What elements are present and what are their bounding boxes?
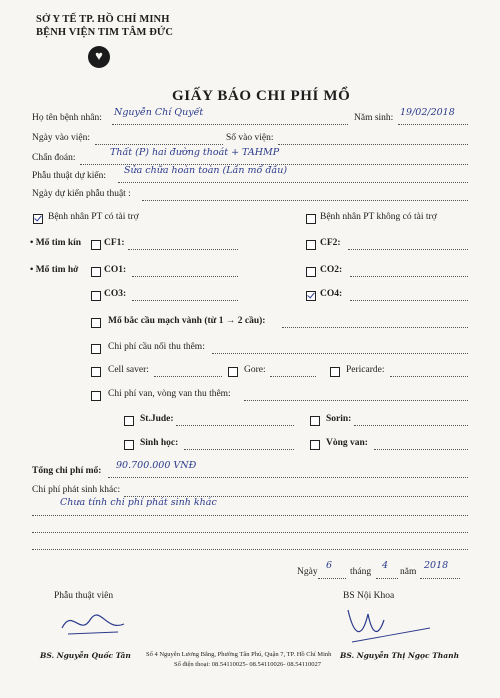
month-label: tháng (350, 567, 372, 577)
co4-line (350, 291, 468, 301)
gore-checkbox[interactable] (228, 367, 238, 377)
cell-saver-checkbox[interactable] (91, 367, 101, 377)
internist-signature-icon (344, 600, 434, 646)
gore-line (270, 367, 316, 377)
admit-no-line (278, 135, 468, 145)
cabg-arrow: → (225, 316, 236, 326)
cabg-label (108, 316, 265, 326)
cabg-text: Mổ bắc cầu mạch vành (từ 1 (108, 316, 224, 326)
internist-name: BS. Nguyễn Thị Ngọc Thanh (340, 651, 460, 660)
year-value: 2018 (424, 560, 449, 571)
surgeon-name: BS. Nguyễn Quốc Tân (40, 651, 131, 660)
graft-cost-checkbox[interactable] (91, 344, 101, 354)
admit-label: Ngày vào viện: (32, 133, 91, 143)
name-label: Họ tên bệnh nhân: (32, 113, 102, 123)
cf2-line (348, 240, 468, 250)
bio-label: Sinh học: (140, 438, 179, 448)
co2-checkbox[interactable] (306, 267, 316, 277)
cabg-end-text: 2 cầu): (237, 316, 266, 326)
closed-heart-label: • Mổ tim kín (30, 238, 82, 248)
extra-line-3 (32, 540, 468, 550)
sorin-line (354, 416, 468, 426)
surgeon-signature-icon (58, 602, 128, 642)
total-label: Tổng chi phí mổ: (32, 466, 102, 476)
year-label: năm (400, 567, 417, 577)
day-value: 6 (326, 560, 333, 571)
birth-label: Năm sinh: (354, 113, 394, 123)
co3-line (132, 291, 238, 301)
co4-checkbox[interactable] (306, 291, 316, 301)
bio-checkbox[interactable] (124, 440, 134, 450)
sponsored-label: Bệnh nhân PT có tài trợ (48, 212, 139, 222)
co2-line (350, 267, 468, 277)
cabg-checkbox[interactable] (91, 318, 101, 328)
internist-label: BS Nội Khoa (343, 591, 395, 601)
open-heart-text: Mổ tim hở (35, 265, 79, 275)
total-value: 90.700.000 VNĐ (116, 460, 197, 471)
surgery-plan-value: Sửa chữa hoàn toàn (Lần mổ đầu) (124, 165, 288, 176)
st-jude-checkbox[interactable] (124, 416, 134, 426)
not-sponsored-label: Bệnh nhân PT không có tài trợ (320, 212, 437, 222)
cell-saver-line (154, 367, 222, 377)
ring-checkbox[interactable] (310, 440, 320, 450)
sponsored-checkbox[interactable] (33, 214, 43, 224)
footer-phone: Số điện thoại: 08.54110025- 08.54110026- 08.54110027 (174, 661, 321, 668)
name-value: Nguyễn Chí Quyết (114, 107, 204, 118)
extra-line-0 (124, 487, 468, 497)
pericarde-line (390, 367, 468, 377)
co2-label: CO2: (320, 265, 343, 275)
diagnosis-label: Chẩn đoán: (32, 153, 76, 163)
admit-no-label: Số vào viện: (226, 133, 274, 143)
cabg-line (282, 318, 468, 328)
footer-address: Số 4 Nguyễn Lương Bằng, Phường Tân Phú, Quận 7, TP. Hồ Chí Minh (146, 651, 332, 658)
surgeon-label: Phẫu thuật viên (54, 591, 114, 601)
pericarde-checkbox[interactable] (330, 367, 340, 377)
pericarde-label: Pericarde: (346, 365, 385, 375)
surgery-date-label: Ngày dự kiến phẫu thuật : (32, 189, 131, 199)
cf1-checkbox[interactable] (91, 240, 101, 250)
cf1-line (128, 240, 238, 250)
valve-cost-label: Chi phí van, vòng van thu thêm: (108, 389, 231, 399)
co1-checkbox[interactable] (91, 267, 101, 277)
cell-saver-label: Cell saver: (108, 365, 149, 375)
graft-cost-label: Chi phí cầu nối thu thêm: (108, 342, 205, 352)
org-line2: BỆNH VIỆN TIM TÂM ĐỨC (36, 27, 174, 38)
day-label: Ngày (297, 567, 318, 577)
st-jude-line (176, 416, 294, 426)
valve-cost-line (244, 391, 468, 401)
extra-line-2 (32, 523, 468, 533)
co3-label: CO3: (104, 289, 127, 299)
surgery-plan-label: Phẫu thuật dự kiến: (32, 171, 107, 181)
co3-checkbox[interactable] (91, 291, 101, 301)
extra-label: Chi phí phát sinh khác: (32, 485, 121, 495)
surgery-date-line (142, 191, 468, 201)
bio-line (184, 440, 294, 450)
st-jude-label: St.Jude: (140, 414, 174, 424)
sorin-checkbox[interactable] (310, 416, 320, 426)
org-line1: SỞ Y TẾ TP. HỒ CHÍ MINH (36, 14, 170, 25)
page-title: GIẤY BÁO CHI PHÍ MỔ (172, 88, 351, 104)
cf2-checkbox[interactable] (306, 240, 316, 250)
hospital-heart-logo-icon (88, 46, 110, 68)
birth-value: 19/02/2018 (400, 107, 455, 118)
cf2-label: CF2: (320, 238, 341, 248)
ring-label: Vòng van: (326, 438, 368, 448)
co1-line (132, 267, 238, 277)
extra-value: Chưa tính chi phí phát sinh khác (60, 497, 217, 508)
not-sponsored-checkbox[interactable] (306, 214, 316, 224)
cf1-label: CF1: (104, 238, 125, 248)
open-heart-label: • Mổ tim hở (30, 265, 79, 275)
co1-label: CO1: (104, 265, 127, 275)
graft-cost-line (212, 344, 468, 354)
sorin-label: Sorin: (326, 414, 352, 424)
co4-label: CO4: (320, 289, 343, 299)
admit-line (95, 135, 223, 145)
ring-line (374, 440, 468, 450)
diagnosis-value: Thất (P) hai đường thoát + TAHMP (110, 147, 280, 158)
closed-heart-text: Mổ tim kín (35, 238, 82, 248)
valve-cost-checkbox[interactable] (91, 391, 101, 401)
month-value: 4 (382, 560, 389, 571)
gore-label: Gore: (244, 365, 266, 375)
